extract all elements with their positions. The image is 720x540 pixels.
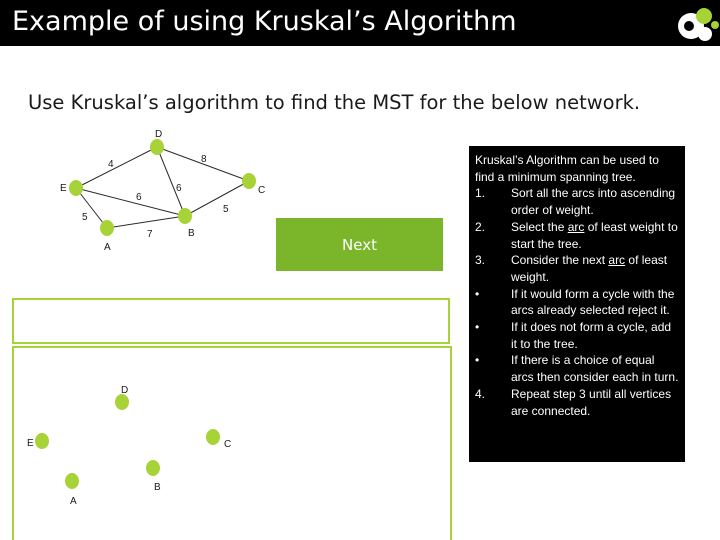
slide-title: Example of using Kruskal’s Algorithm — [12, 6, 517, 37]
tree-node-e — [35, 433, 49, 449]
node-d — [150, 139, 164, 155]
step-3-bullet-1: • If it would form a cycle with the arcs already selected reject it. — [475, 286, 675, 318]
label-node-e: E — [60, 183, 67, 194]
step-1: 1. Sort all the arcs into ascending order of weight. — [475, 186, 676, 218]
weight-a-b: 7 — [147, 229, 153, 240]
weight-b-c: 5 — [223, 204, 229, 215]
weight-e-a: 5 — [82, 212, 88, 223]
next-button[interactable]: Next — [276, 218, 443, 271]
tree-node-c — [206, 429, 220, 445]
weight-e-b: 6 — [136, 192, 142, 203]
node-c — [242, 173, 256, 189]
title-bar — [0, 0, 720, 46]
node-b — [178, 208, 192, 224]
edge-d-b — [157, 147, 185, 216]
panel-intro: Kruskal’s Algorithm can be used to find a minimum spanning tree. — [475, 153, 659, 184]
label-node-c: C — [258, 185, 266, 196]
step-2: 2. Select the arc of least weight to start the tree. — [475, 219, 678, 251]
step-4: 4. Repeat step 3 until all vertices are connected. — [475, 386, 672, 418]
tree-label-a: A — [70, 496, 77, 507]
step-3: 3. Consider the next arc of least weight. — [475, 253, 668, 284]
edge-e-a — [76, 188, 107, 228]
tree-label-c: C — [224, 439, 232, 450]
label-node-d: D — [155, 129, 163, 140]
tree-label-d: D — [121, 385, 129, 396]
label-node-b: B — [188, 228, 195, 239]
node-a — [100, 220, 114, 236]
network-diagram — [0, 120, 300, 260]
step-3-bullet-3: • If there is a choice of equal arcs then consider each in turn. — [475, 353, 679, 385]
tree-label-b: B — [154, 482, 161, 493]
step-3-bullet-2: • If it does not form a cycle, add it to the tree. — [475, 320, 672, 351]
arc-list-box — [12, 298, 450, 344]
tree-diagram — [0, 370, 260, 510]
tree-label-e: E — [27, 438, 34, 449]
node-e — [69, 180, 83, 196]
edge-e-b — [76, 188, 185, 216]
edge-e-d — [76, 147, 157, 188]
weight-d-c: 8 — [201, 154, 207, 165]
label-node-a: A — [104, 242, 111, 253]
edge-b-c — [185, 181, 249, 216]
slide-subtitle: Use Kruskal’s algorithm to find the MST for the below network. — [28, 91, 641, 114]
tree-node-d — [115, 394, 129, 410]
logo-icon — [674, 4, 720, 44]
weight-d-b: 6 — [176, 183, 182, 194]
weight-e-d: 4 — [108, 159, 114, 170]
tree-node-a — [65, 473, 79, 489]
tree-node-b — [146, 460, 160, 476]
edge-a-b — [107, 216, 185, 228]
algorithm-panel — [469, 146, 685, 462]
